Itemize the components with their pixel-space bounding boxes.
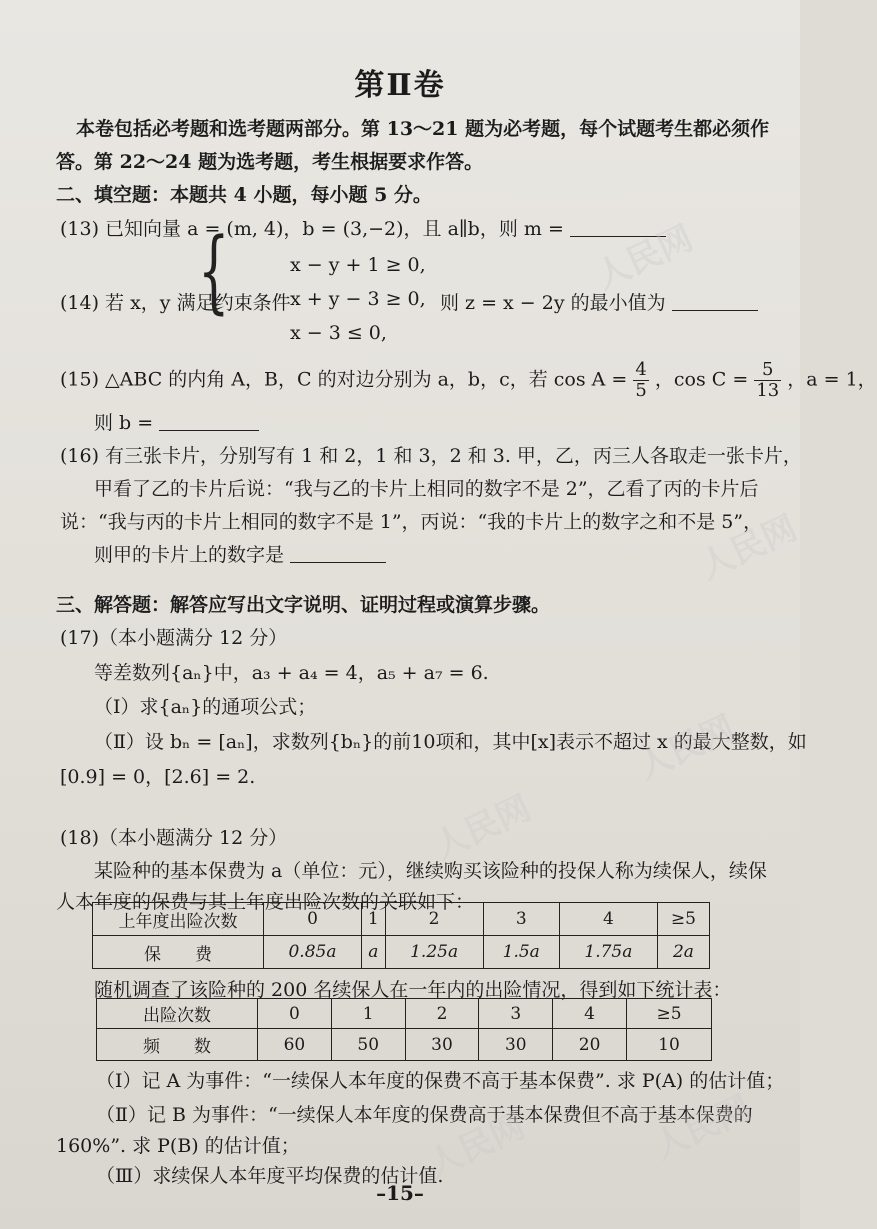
table-cell: 1.75a — [559, 936, 657, 969]
cos-a-denominator: 5 — [635, 380, 647, 401]
cos-a-fraction — [633, 360, 648, 401]
answer-blank-14 — [672, 292, 758, 311]
premium-table-row-1 — [93, 903, 710, 936]
table-cell: 3 — [479, 999, 553, 1029]
question-14-prefix: (14) 若 x，y 满足约束条件 — [60, 292, 291, 314]
solution-heading: 三、解答题：解答应写出文字说明、证明过程或演算步骤。 — [56, 594, 551, 616]
premium-table — [92, 902, 710, 969]
frequency-table-row-1 — [97, 999, 712, 1029]
question-17-part-2: （Ⅱ）设 bₙ = [aₙ]，求数列{bₙ}的前10项和，其中[x]表示不超过 x 的最大整数，如 — [94, 731, 807, 753]
watermark-logo: 人民网 — [647, 1087, 758, 1168]
answer-blank-16 — [290, 544, 386, 563]
question-15-text-b: ，cos C = — [654, 368, 749, 391]
table-cell: 保 费 — [93, 936, 264, 969]
table-cell: 3 — [483, 903, 559, 936]
table-cell: 2a — [657, 936, 709, 969]
fill-blank-heading: 二、填空题：本题共 4 小题，每小题 5 分。 — [56, 184, 432, 206]
table-cell: 出险次数 — [97, 999, 258, 1029]
page-number: –15– — [376, 1181, 424, 1205]
question-18-part-2b: 160%”. 求 P(B) 的估计值； — [56, 1135, 300, 1157]
cos-c-numerator: 5 — [754, 360, 781, 381]
intro-line-1: 本卷包括必考题和选考题两部分。第 13～21 题为必考题，每个试题考生都必须作 — [76, 118, 770, 140]
table-cell: 50 — [331, 1029, 405, 1061]
question-18-part-3: （Ⅲ）求续保人本年度平均保费的估计值. — [96, 1165, 444, 1187]
table-cell: 2 — [405, 999, 479, 1029]
table-cell: 1.5a — [483, 936, 559, 969]
question-16-line-2: 甲看了乙的卡片后说：“我与乙的卡片上相同的数字不是 2”，乙看了丙的卡片后 — [94, 478, 759, 500]
table-cell: 4 — [553, 999, 627, 1029]
watermark-logo: 人民网 — [693, 507, 804, 588]
question-18-part-2: （Ⅱ）记 B 为事件：“一续保人本年度的保费高于基本保费但不高于基本保费的 — [96, 1104, 753, 1126]
table-cell: a — [361, 936, 385, 969]
table-cell: 4 — [559, 903, 657, 936]
question-17-line-1: 等差数列{aₙ}中，a₃ + a₄ = 4，a₅ + a₇ = 6. — [94, 662, 489, 684]
section-title: 第Ⅱ卷 — [354, 68, 446, 103]
constraint-row-3: x − 3 ≤ 0, — [290, 322, 387, 344]
table-cell: ≥5 — [626, 999, 711, 1029]
question-18-line-2: 人本年度的保费与其上年度出险次数的关联如下： — [56, 891, 475, 913]
table-cell: 60 — [258, 1029, 332, 1061]
table-cell: 上年度出险次数 — [93, 903, 264, 936]
question-16-line-3: 说：“我与丙的卡片上相同的数字不是 1”，丙说：“我的卡片上的数字之和不是 5”， — [60, 511, 763, 533]
answer-blank-15 — [159, 412, 259, 431]
question-16-line-1: (16) 有三张卡片，分别写有 1 和 2，1 和 3，2 和 3. 甲，乙，丙三人各取走一张卡片， — [60, 445, 802, 467]
table-cell: 频 数 — [97, 1029, 258, 1061]
question-17-part-2b: [0.9] = 0，[2.6] = 2. — [60, 766, 256, 788]
watermark-logo: 人民网 — [631, 707, 742, 788]
cos-c-denominator: 13 — [756, 380, 780, 401]
question-15-line-2-text: 则 b = — [94, 412, 154, 434]
table-cell: 0 — [258, 999, 332, 1029]
table-cell: 1 — [331, 999, 405, 1029]
table-cell: 2 — [385, 903, 483, 936]
question-15-line-2 — [94, 408, 259, 435]
question-15-text-a: (15) △ABC 的内角 A，B，C 的对边分别为 a，b，c，若 cos A = — [60, 368, 628, 391]
table-cell: 0 — [264, 903, 362, 936]
watermark-logo: 人民网 — [589, 217, 700, 298]
question-13-text: (13) 已知向量 a = (m, 4)，b = (3,−2)，且 a∥b，则 m = — [60, 218, 564, 240]
question-18-header: (18)（本小题满分 12 分） — [60, 827, 288, 849]
question-16-line-4 — [94, 540, 386, 567]
table-cell: 10 — [626, 1029, 711, 1061]
question-16-line-4-text: 则甲的卡片上的数字是 — [94, 544, 285, 566]
intro-line-2: 答。第 22～24 题为选考题，考生根据要求作答。 — [56, 151, 484, 173]
question-17-header: (17)（本小题满分 12 分） — [60, 627, 288, 649]
constraint-row-1: x − y + 1 ≥ 0, — [290, 254, 426, 276]
table-cell: 1.25a — [385, 936, 483, 969]
question-15-text-c: ，a = 1， — [787, 368, 877, 391]
question-14-suffix — [440, 288, 758, 315]
cos-c-fraction — [754, 360, 781, 401]
table-cell: 30 — [479, 1029, 553, 1061]
table-cell: 20 — [553, 1029, 627, 1061]
table-cell: 0.85a — [264, 936, 362, 969]
table-cell: 30 — [405, 1029, 479, 1061]
watermark-logo: 人民网 — [427, 787, 538, 868]
premium-table-row-2 — [93, 936, 710, 969]
frequency-table — [96, 998, 712, 1061]
watermark-logo: 人民网 — [421, 1105, 532, 1186]
question-18-line-3: 随机调查了该险种的 200 名续保人在一年内的出险情况，得到如下统计表： — [94, 979, 732, 1001]
frequency-table-row-2 — [97, 1029, 712, 1061]
question-15 — [60, 360, 877, 401]
cos-a-numerator: 4 — [635, 359, 647, 380]
table-cell: 1 — [361, 903, 385, 936]
question-17-part-1: （Ⅰ）求{aₙ}的通项公式； — [94, 696, 317, 718]
system-brace: { — [198, 219, 230, 324]
constraint-row-2: x + y − 3 ≥ 0, — [290, 288, 426, 310]
question-18-line-1: 某险种的基本保费为 a（单位：元），继续购买该险种的投保人称为续保人，续保 — [94, 860, 767, 882]
question-14-suffix-text: 则 z = x − 2y 的最小值为 — [440, 292, 666, 314]
question-13 — [60, 214, 666, 241]
question-18-part-1: （Ⅰ）记 A 为事件：“一续保人本年度的保费不高于基本保费”. 求 P(A) 的估计值； — [96, 1070, 785, 1092]
table-cell: ≥5 — [657, 903, 709, 936]
